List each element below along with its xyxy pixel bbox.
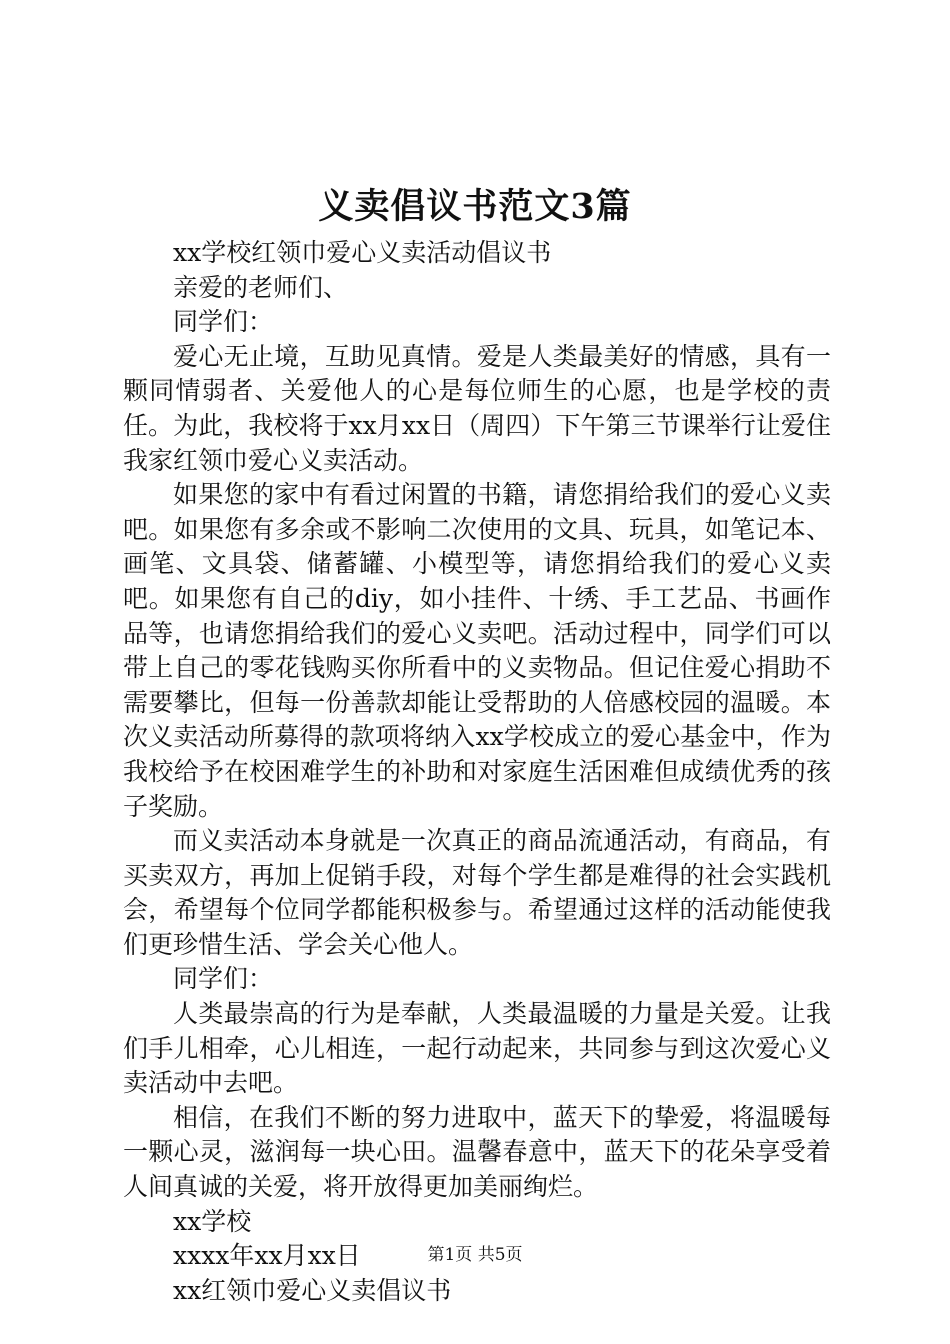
page-number-footer: 第1页 共5页 xyxy=(427,1245,523,1265)
paragraph-salutation-students-2: 同学们： xyxy=(173,964,274,994)
signature-date: xxxx年xx月xx日 xyxy=(173,1241,361,1271)
document-body xyxy=(123,236,831,1308)
signature-school: xx学校 xyxy=(173,1206,252,1236)
paragraph-salutation-teachers: 亲爱的老师们、 xyxy=(173,272,349,302)
paragraph-practice: 而义卖活动本身就是一次真正的商品流通活动，有商品，有买卖双方，再加上促销手段，对每个学生都是难得的社会实践机会，希望每个位同学都能积极参与。希望通过这样的活动能使我们更珍惜生活、学会关心他人。 xyxy=(123,826,831,959)
paragraph-heading: xx学校红领巾爱心义卖活动倡议书 xyxy=(173,238,552,267)
paragraph-closing: 相信，在我们不断的努力进取中，蓝天下的挚爱，将温暖每一颗心灵，滋润每一块心田。温馨春意中，蓝天下的花朵享受着人间真诚的关爱，将开放得更加美丽绚烂。 xyxy=(123,1102,831,1202)
paragraph-call-to-action: 人类最崇高的行为是奉献，人类最温暖的力量是关爱。让我们手儿相牵，心儿相连，一起行动起来，共同参与到这次爱心义卖活动中去吧。 xyxy=(123,999,831,1098)
paragraph-salutation-students: 同学们： xyxy=(173,307,274,337)
document-title: 义卖倡议书范文3篇 xyxy=(318,186,632,227)
paragraph-intro: 爱心无止境，互助见真情。爱是人类最美好的情感，具有一颗同情弱者、关爱他人的心是每位师生的心愿，也是学校的责任。为此，我校将于xx月xx日（周四）下午第三节课举行让爱住我家红领巾爱心义卖活动。 xyxy=(123,341,831,475)
next-heading: xx红领巾爱心义卖倡议书 xyxy=(173,1275,452,1305)
paragraph-donation: 如果您的家中有看过闲置的书籍，请您捐给我们的爱心义卖吧。如果您有多余或不影响二次使用的文具、玩具，如笔记本、画笔、文具袋、储蓄罐、小模型等，请您捐给我们的爱心义卖吧。如果您有自己的diy，如小挂件、十绣、手工艺品、书画作品等，也请您捐给我们的爱心义卖吧。活动过程中，同学们可以带上自己的零花钱购买你所看中的义卖物品。但记住爱心捐助不需要攀比，但每一份善款却能让受帮助的人倍感校园的温暖。本次义卖活动所募得的款项将纳入xx学校成立的爱心基金中，作为我校给予在校困难学生的补助和对家庭生活困难但成绩优秀的孩子奖励。 xyxy=(123,480,831,821)
